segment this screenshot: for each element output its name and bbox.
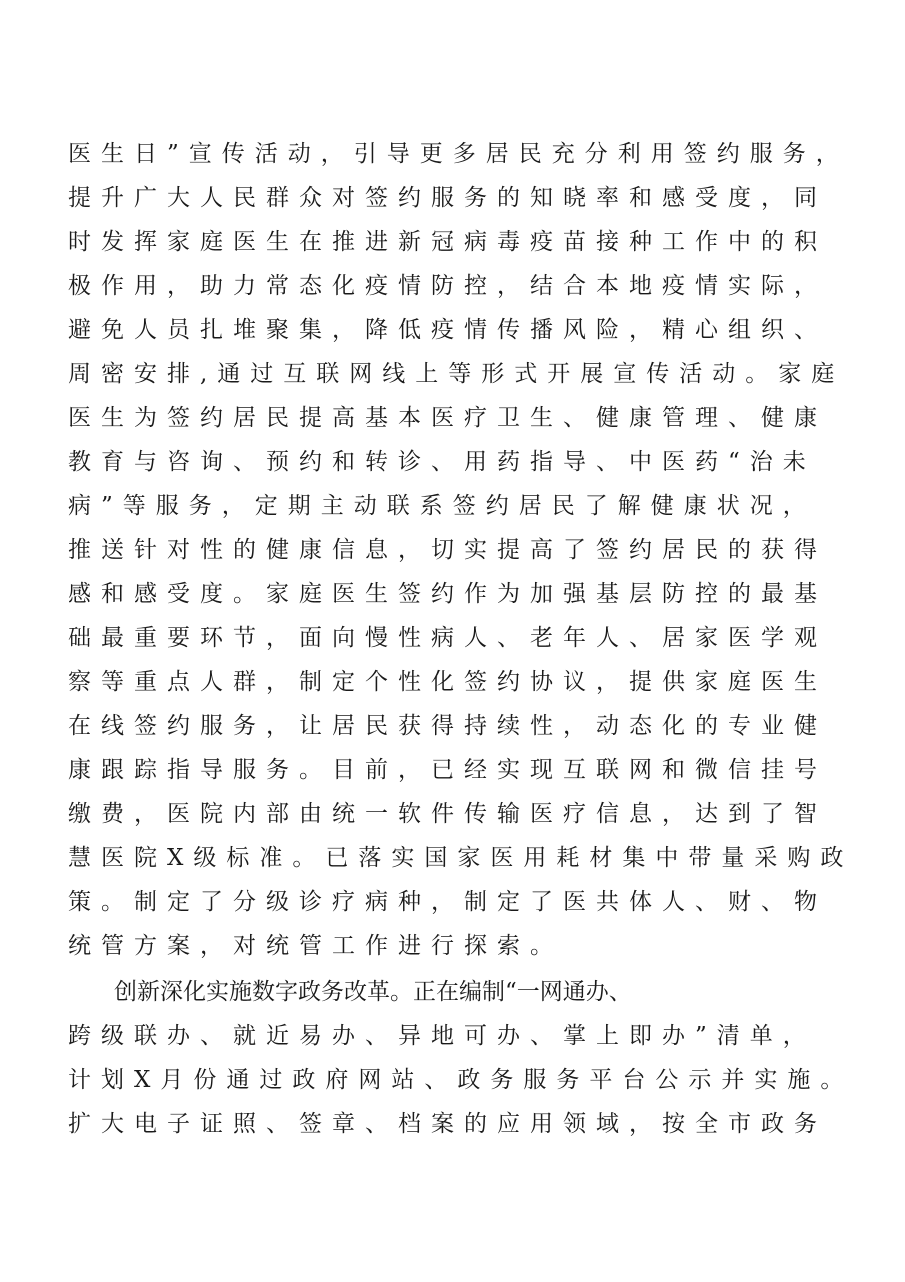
text-line: 感和感受度。家庭医生签约作为加强基层防控的最基	[68, 581, 827, 607]
text-line: 察等重点人群，制定个性化签约协议，提供家庭医生	[68, 669, 827, 695]
text-line: 时发挥家庭医生在推进新冠病毒疫苗接种工作中的积	[68, 229, 827, 255]
paragraph-first-line: 创新深化实施数字政务改革。正在编制“一网通办、	[114, 979, 632, 1005]
text-line: 教育与咨询、预约和转诊、用药指导、中医药“治未	[68, 449, 816, 475]
text-line: 康跟踪指导服务。目前，已经实现互联网和微信挂号	[68, 757, 827, 783]
text-line: 计划X月份通过政府网站、政务服务平台公示并实施。	[68, 1067, 854, 1093]
text-line: 推送针对性的健康信息，切实提高了签约居民的获得	[68, 537, 827, 563]
text-line: 缴费，医院内部由统一软件传输医疗信息，达到了智	[68, 801, 827, 827]
text-line: 础最重要环节，面向慢性病人、老年人、居家医学观	[68, 625, 827, 651]
text-line: 慧医院X级标准。已落实国家医用耗材集中带量采购政	[68, 845, 854, 871]
text-line: 医生为签约居民提高基本医疗卫生、健康管理、健康	[68, 405, 827, 431]
text-line: 医生日”宣传活动，引导更多居民充分利用签约服务，	[68, 141, 849, 167]
text-line: 在线签约服务，让居民获得持续性，动态化的专业健	[68, 713, 827, 739]
text-line: 策。制定了分级诊疗病种，制定了医共体人、财、物	[68, 889, 827, 915]
text-line: 周密安排,通过互联网线上等形式开展宣传活动。家庭	[68, 361, 845, 387]
text-line: 跨级联办、就近易办、异地可办、掌上即办”清单，	[68, 1023, 816, 1049]
text-line: 极作用，助力常态化疫情防控，结合本地疫情实际，	[68, 273, 827, 299]
text-line: 病”等服务，定期主动联系签约居民了解健康状况，	[68, 493, 816, 519]
text-line: 统管方案，对统管工作进行探索。	[68, 933, 563, 959]
text-line: 提升广大人民群众对签约服务的知晓率和感受度，同	[68, 185, 827, 211]
text-line: 扩大电子证照、签章、档案的应用领域，按全市政务	[68, 1111, 827, 1137]
text-line: 避免人员扎堆聚集，降低疫情传播风险，精心组织、	[68, 317, 827, 343]
